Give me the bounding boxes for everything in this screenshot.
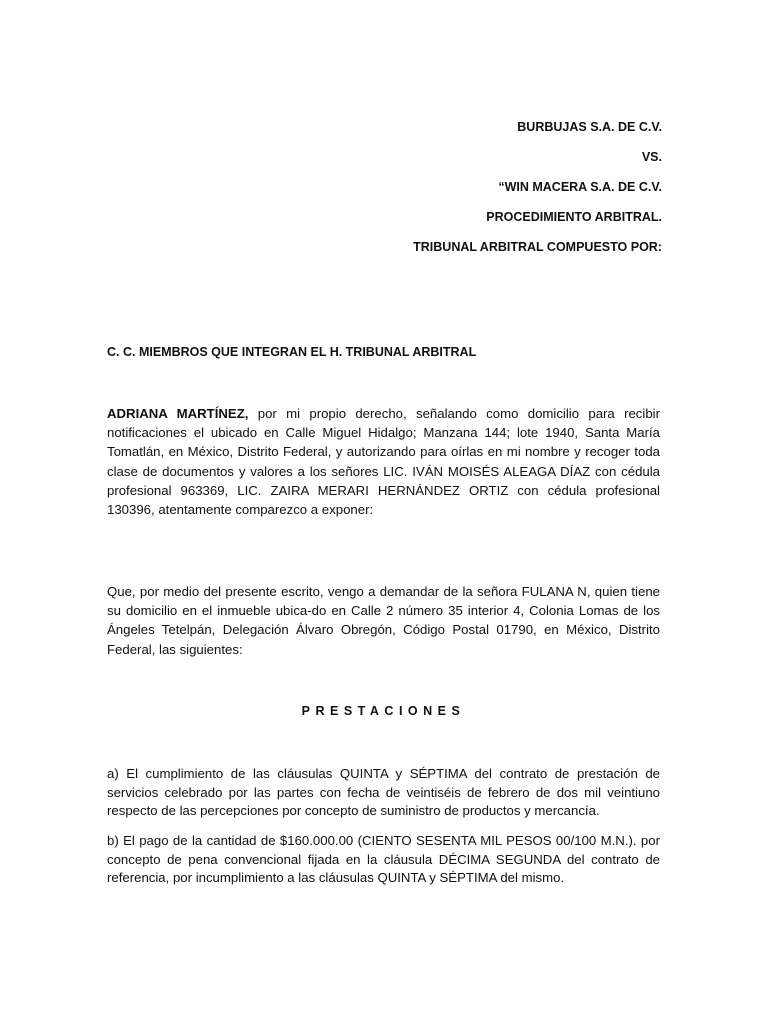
intro-text: por mi propio derecho, señalando como domicilio para recibir notificaciones el ubicado en Calle Miguel Hidalgo; Manzana 144; lote 1940, Santa María Tomatlán, en México, Distrito Federal, y autorizando para oírlas en mi nombre y recoger toda clase de documentos y valores a los señores LIC. IVÁN MOISÉS ALEAGA DÍAZ con cédula profesional 963369, LIC. ZAIRA MERARI HERNÁNDEZ ORTIZ con cédula profesional 130396, atentamente comparezco a exponer: bbox=[107, 406, 660, 518]
demand-paragraph: Que, por medio del presente escrito, vengo a demandar de la señora FULANA N, quien tiene su domicilio en el inmueble ubica-do en Calle 2 número 35 interior 4, Colonia Lomas de los Ángeles Tetelpán, Delegación Álvaro Obregón, Código Postal 01790, en México, Distrito Federal, las siguientes: bbox=[107, 584, 660, 657]
addressee-line: C. C. MIEMBROS QUE INTEGRAN EL H. TRIBUNAL ARBITRAL bbox=[107, 345, 477, 359]
section-title-prestaciones: PRESTACIONES bbox=[301, 704, 466, 718]
versus-label: VS. bbox=[641, 150, 662, 164]
plaintiff-company: BURBUJAS S.A. DE C.V. bbox=[517, 120, 662, 134]
prestacion-item-b: b) El pago de la cantidad de $160.000.00 (CIENTO SESENTA MIL PESOS 00/100 M.N.). por concepto de pena convencional fijada en la cláusula DÉCIMA SEGUNDA del contrato de referencia, por incumplimiento a las cláusulas QUINTA y SÉPTIMA del mismo. bbox=[107, 833, 660, 886]
case-heading bbox=[242, 120, 662, 270]
procedure-type: PROCEDIMIENTO ARBITRAL. bbox=[486, 210, 662, 224]
tribunal-composition: TRIBUNAL ARBITRAL COMPUESTO POR: bbox=[413, 240, 662, 254]
party-name: ADRIANA MARTÍNEZ, bbox=[107, 406, 249, 421]
defendant-company: “WIN MACERA S.A. DE C.V. bbox=[498, 180, 662, 194]
prestacion-item-a: a) El cumplimiento de las cláusulas QUINTA y SÉPTIMA del contrato de prestación de servicios celebrado por las partes con fecha de veintiséis de febrero de dos mil veintiuno respecto de las percepciones por concepto de suministro de productos y mercancía. bbox=[107, 766, 660, 819]
intro-paragraph bbox=[107, 404, 660, 519]
